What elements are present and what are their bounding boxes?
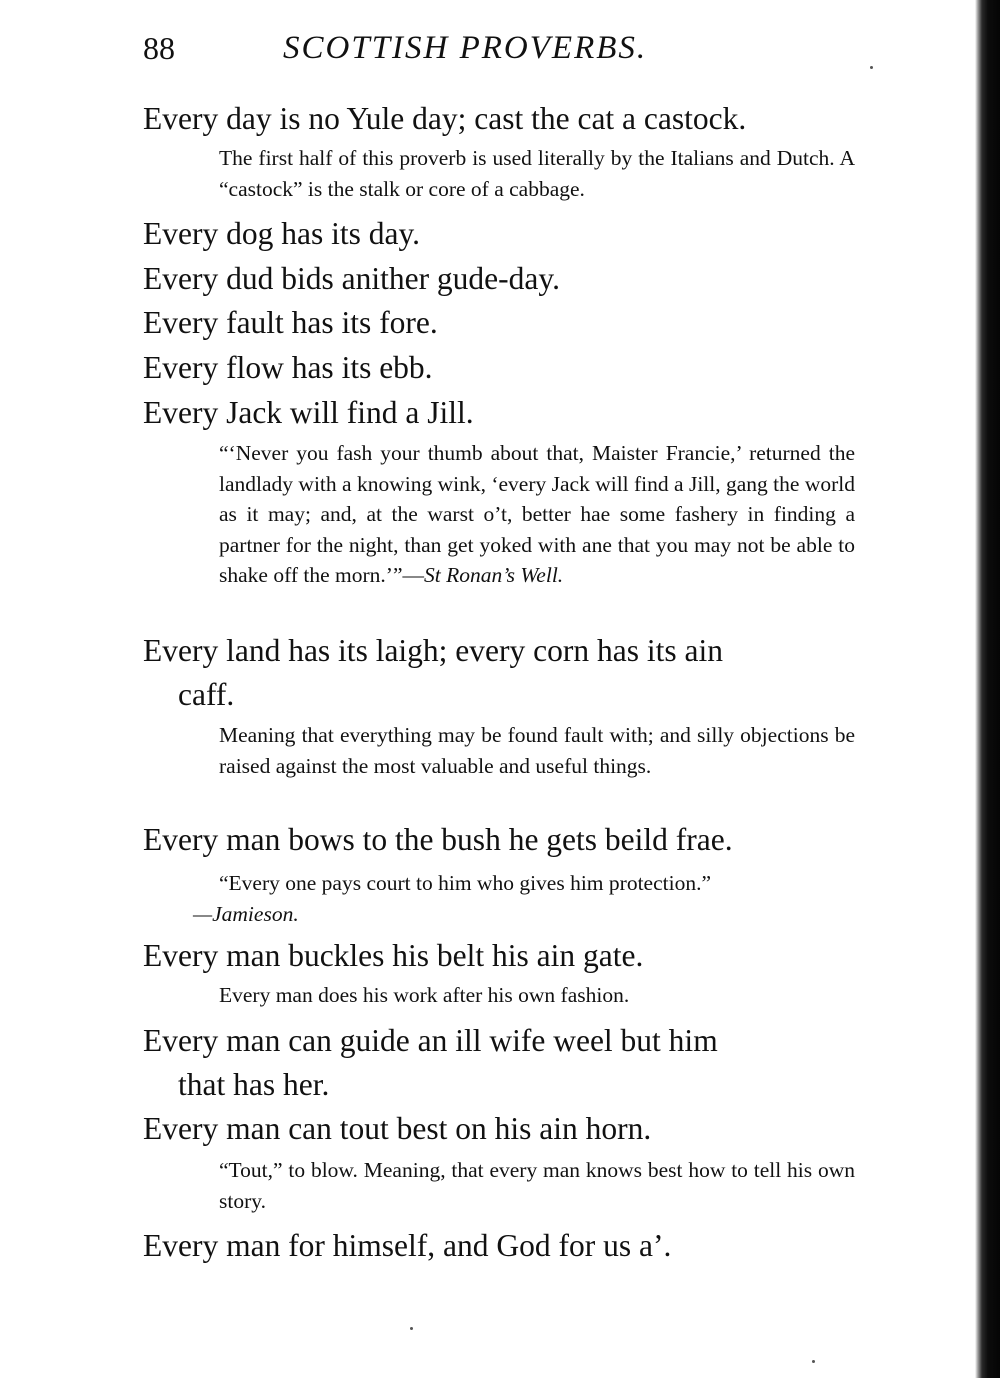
proverb: Every man can tout best on his ain horn.: [143, 1111, 652, 1146]
proverb-note: [193, 438, 855, 591]
speck: [870, 66, 873, 69]
proverb-note: [193, 868, 855, 929]
note-text: “‘Never you fash your thumb about that, Maister Francie,’ returned the landlady with a knowing wink, ‘every Jack will find a Jill, gang the world as it may; and, at the warst o’t, better hae some fashery in finding a partner for the night, than get yoked with ane that you may not be able to shake off the morn.’”—: [219, 441, 855, 587]
note-source: —Jamieson.: [193, 901, 299, 926]
proverb-note: [193, 980, 855, 1011]
proverb: Every man for himself, and God for us a’.: [143, 1228, 672, 1263]
note-text: The first half of this proverb is used literally by the Italians and Dutch. A “castock” is the stalk or core of a cabbage.: [219, 146, 855, 201]
proverb: Every Jack will find a Jill.: [143, 395, 474, 430]
running-title: SCOTTISH PROVERBS.: [283, 30, 648, 66]
page-number: 88: [143, 30, 175, 66]
proverb: Every dog has its day.: [143, 216, 421, 251]
note-text: “Every one pays court to him who gives him protection.”: [219, 871, 711, 895]
note-source: St Ronan’s Well.: [424, 563, 564, 587]
note-text: Every man does his work after his own fashion.: [219, 983, 630, 1007]
proverb: Every dud bids anither gude-day.: [143, 261, 560, 296]
speck: [410, 1327, 413, 1330]
proverb: [143, 629, 855, 717]
proverb: Every flow has its ebb.: [143, 350, 433, 385]
proverb-line: Every man can guide an ill wife weel but him: [143, 1023, 718, 1058]
proverb-note: [193, 1155, 855, 1216]
proverb: Every fault has its fore.: [143, 305, 438, 340]
speck: [812, 1360, 815, 1363]
proverb-continuation: that has her.: [178, 1067, 330, 1102]
proverb-note: [193, 720, 855, 781]
proverb: Every man bows to the bush he gets beild frae.: [143, 822, 733, 857]
proverb-line: Every land has its laigh; every corn has its ain: [143, 633, 723, 668]
proverb-continuation: caff.: [178, 677, 235, 712]
note-text: Meaning that everything may be found fault with; and silly objections be raised against the most valuable and useful things.: [219, 723, 855, 778]
page-edge-shadow: [960, 0, 1000, 1378]
proverb-note: [193, 143, 855, 204]
proverb: [143, 1019, 855, 1107]
proverb: Every man buckles his belt his ain gate.: [143, 938, 644, 973]
proverb: Every day is no Yule day; cast the cat a castock.: [143, 101, 747, 136]
note-text: “Tout,” to blow. Meaning, that every man knows best how to tell his own story.: [219, 1158, 855, 1213]
